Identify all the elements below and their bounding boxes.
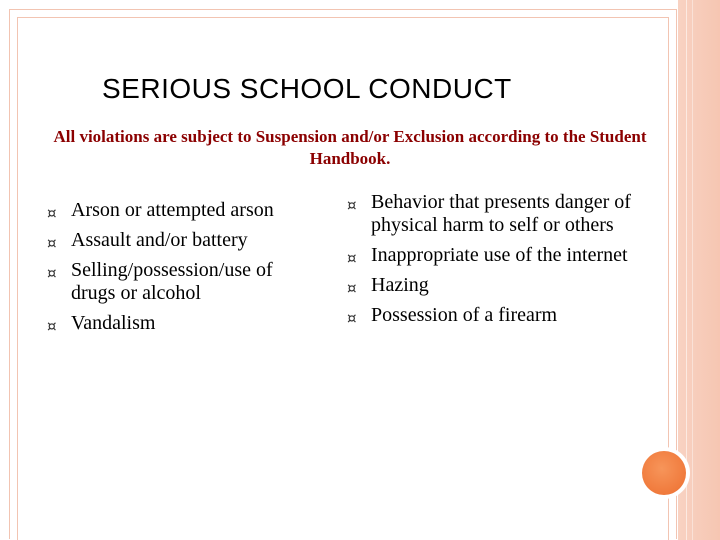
bullet-icon: ¤ [347,309,357,327]
decorative-circle [642,451,686,495]
list-item-text: Hazing [371,274,429,296]
list-item-text: Possession of a firearm [371,304,558,326]
list-item [349,244,634,267]
bullet-icon: ¤ [47,234,57,252]
list-item [49,259,314,305]
bullet-icon: ¤ [347,249,357,267]
list-item-text: Arson or attempted arson [71,199,274,221]
bullet-icon: ¤ [347,279,357,297]
list-item-text: Selling/possession/use of drugs or alcohol [71,259,273,304]
list-item-text: Vandalism [71,312,156,334]
bullet-icon: ¤ [347,196,357,214]
slide-title: SERIOUS SCHOOL CONDUCT [102,73,512,104]
list-item [349,304,634,327]
list-item-text: Assault and/or battery [71,229,248,251]
bullet-icon: ¤ [47,264,57,282]
list-item [49,312,314,335]
list-item-text: Behavior that presents danger of physical harm to self or others [371,191,631,236]
list-item [49,199,314,222]
violations-list-right [349,191,634,334]
list-item [349,274,634,297]
violations-list-left [49,199,314,342]
list-item-text: Inappropriate use of the internet [371,244,628,266]
list-item [349,191,634,237]
band-stripe [692,0,693,540]
bullet-icon: ¤ [47,204,57,222]
bullet-icon: ¤ [47,317,57,335]
list-item [49,229,314,252]
slide-subtitle: All violations are subject to Suspension and/or Exclusion according to the Student Handbook. [53,127,647,168]
